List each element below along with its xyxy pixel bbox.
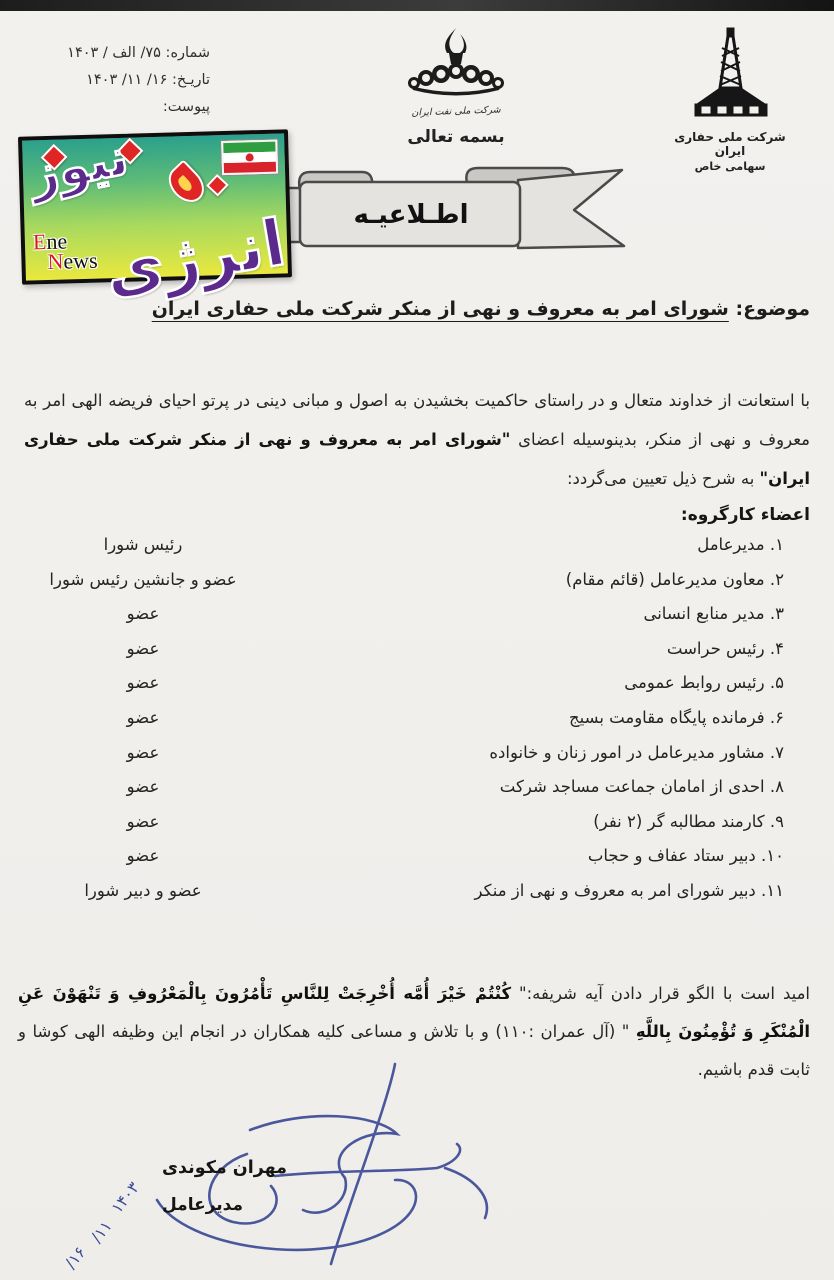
member-num: ۵. — [769, 673, 784, 693]
watermark-fa-word-top: نیوز — [24, 127, 133, 205]
member-role: فرمانده پایگاه مقاومت بسیج — [568, 707, 765, 727]
member-role: معاون مدیرعامل (قائم مقام) — [565, 569, 765, 589]
member-row — [24, 777, 810, 812]
member-row — [24, 673, 810, 708]
org-name: شرکت ملی حفاری ایران — [674, 130, 786, 158]
member-position: عضو و دبیر شورا — [84, 880, 202, 900]
quran-verse: کُنْتُمْ خَیْرَ أُمَّه أُخْرِجَتْ لِلنَّاسِ تَأْمُرُونَ بِالْمَعْرُوفِ وَ تَنْهَوْنَ عَنِ الْمُنْکَرِ وَ تُؤْمِنُونَ بِاللَّهِ — [18, 983, 810, 1041]
signature-block — [162, 1158, 287, 1215]
member-position: عضو — [126, 673, 160, 693]
signer-name: مهران مکوندی — [162, 1158, 288, 1178]
member-role: دبیر شورای امر به معروف و نهی از منکر — [474, 880, 756, 900]
member-position: عضو — [126, 707, 160, 727]
member-row — [24, 743, 810, 778]
member-role: رئیس روابط عمومی — [624, 673, 765, 693]
member-num: ۴. — [769, 638, 784, 658]
nioc-caption: شرکت ملی نفت ایران — [411, 104, 501, 119]
body-after: به شرح ذیل تعیین می‌گردد: — [566, 468, 760, 488]
member-role: احدی از امامان جماعت مساجد شرکت — [499, 777, 765, 797]
member-role: دبیر ستاد عفاف و حجاب — [587, 846, 756, 866]
drilling-rig-icon — [687, 26, 773, 122]
en-cap: E — [32, 229, 47, 255]
announcement-title: اطـلاعیـه — [353, 200, 469, 230]
member-row — [24, 708, 810, 743]
en-rest: ews — [63, 247, 98, 274]
member-num: ۱. — [769, 535, 784, 554]
handwritten-date: /۱۱ — [86, 1216, 116, 1247]
member-row — [24, 535, 810, 570]
nioc-brand — [366, 26, 546, 147]
member-row — [24, 881, 810, 916]
member-num: ۷. — [769, 742, 784, 762]
member-row — [24, 846, 810, 881]
subject-text: شورای امر به معروف و نهی از منکر شرکت ملی حفاری ایران — [151, 298, 729, 320]
member-num: ۸. — [769, 777, 784, 797]
member-role: رئیس حراست — [666, 638, 765, 658]
member-position: عضو و جانشین رئیس شورا — [49, 569, 237, 589]
member-row — [24, 812, 810, 847]
reference-block — [18, 40, 210, 121]
member-num: ۹. — [769, 811, 784, 831]
subject-label: موضوع: — [728, 298, 810, 320]
member-num: ۲. — [769, 569, 784, 589]
nidc-brand — [670, 26, 790, 173]
flame-icon — [162, 159, 211, 209]
handwritten-date: ۱۴۰۳ — [107, 1178, 144, 1217]
body-paragraph — [24, 381, 810, 498]
body-council-name: "شورای امر به معروف و نهی از منکر شرکت ملی حفاری ایران" — [24, 429, 810, 488]
energy-news-watermark — [18, 127, 292, 310]
member-position: عضو — [126, 742, 160, 762]
closing-paragraph — [18, 975, 810, 1089]
signer-title: مدیرعامل — [162, 1195, 243, 1215]
member-num: ۳. — [769, 604, 784, 624]
scan-edge-bar — [0, 0, 834, 11]
en-rest: ne — [46, 228, 68, 255]
handwritten-signature — [95, 1058, 535, 1276]
member-role: کارمند مطالبه گر (۲ نفر) — [593, 811, 765, 831]
watermark-en-logo — [32, 228, 98, 275]
member-position: عضو — [126, 638, 160, 658]
org-type: سهامی خاص — [694, 160, 766, 173]
en-cap: N — [47, 248, 64, 275]
member-role: مشاور مدیرعامل در امور زنان و خانواده — [489, 742, 765, 762]
watermark-fa-word-main: انرژی — [99, 206, 291, 310]
member-row — [24, 570, 810, 605]
member-position: عضو — [126, 777, 160, 797]
besmellah-line: بسمه تعالی — [407, 127, 505, 147]
member-num: ۱۱. — [761, 880, 784, 900]
member-position: عضو — [126, 811, 160, 831]
diamond-accent-icon — [206, 174, 229, 197]
member-position: رئیس شورا — [103, 535, 183, 554]
doc-attachment: پیوست: — [162, 99, 210, 115]
doc-date: تاریـخ: ۱۶/ ۱۱/ ۱۴۰۳ — [86, 72, 210, 88]
member-row — [24, 639, 810, 674]
handwritten-date: /۱۶ — [60, 1242, 90, 1273]
member-position: عضو — [126, 604, 160, 624]
member-num: ۱۰. — [761, 846, 784, 866]
closing-before: امید است با الگو قرار دادن آیه شریفه:" — [511, 983, 811, 1003]
member-position: عضو — [126, 846, 160, 866]
member-num: ۶. — [769, 707, 784, 727]
body-before: با استعانت از خداوند متعال و در راستای حاکمیت بخشیدن به اصول و مبانی دینی در پرتو احیای فریضه الهی امر به معروف و نهی از منکر، بدینوسیله اعضای — [24, 390, 810, 449]
iran-flag-icon — [221, 140, 278, 176]
members-section — [24, 505, 810, 916]
member-role: مدیر منابع انسانی — [643, 604, 765, 624]
member-row — [24, 604, 810, 639]
members-heading: اعضاء کارگروه: — [680, 505, 810, 525]
nioc-torch-logo-icon — [381, 26, 531, 104]
member-role: مدیرعامل — [697, 535, 765, 554]
doc-number: شماره: ۷۵/ الف / ۱۴۰۳ — [67, 45, 210, 61]
closing-after: " (آل عمران :۱۱۰) و با تلاش و مساعی کلیه همکاران در انجام این وظیفه الهی کوشا و ثابت قدم باشیم. — [18, 1021, 810, 1079]
